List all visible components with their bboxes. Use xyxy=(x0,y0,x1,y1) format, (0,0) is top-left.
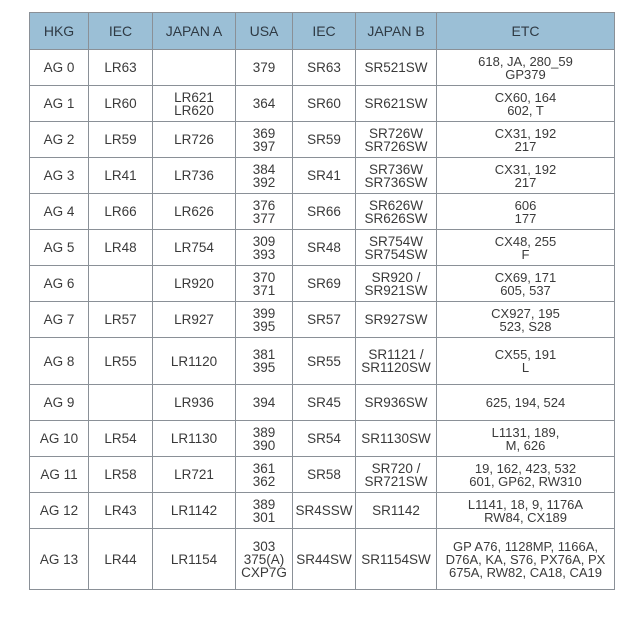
header-etc: ETC xyxy=(437,13,615,50)
cell-japan-a: LR626 xyxy=(153,194,236,230)
cell-iec: LR60 xyxy=(89,86,153,122)
table-row xyxy=(30,50,615,86)
cell-etc: CX69, 171 605, 537 xyxy=(437,266,615,302)
cell-japan-a: LR1142 xyxy=(153,493,236,529)
cell-etc: CX31, 192 217 xyxy=(437,158,615,194)
cell-iec-2: SR54 xyxy=(293,421,356,457)
cell-japan-b: SR754W SR754SW xyxy=(356,230,437,266)
header-iec: IEC xyxy=(89,13,153,50)
cell-etc: 19, 162, 423, 532 601, GP62, RW310 xyxy=(437,457,615,493)
cell-hkg: AG 0 xyxy=(30,50,89,86)
cell-hkg: AG 5 xyxy=(30,230,89,266)
table-row xyxy=(30,338,615,385)
cell-usa: 376 377 xyxy=(236,194,293,230)
cell-etc: CX48, 255 F xyxy=(437,230,615,266)
header-hkg: HKG xyxy=(30,13,89,50)
header-japan-a: JAPAN A xyxy=(153,13,236,50)
cell-iec-2: SR48 xyxy=(293,230,356,266)
cell-hkg: AG 3 xyxy=(30,158,89,194)
cell-etc: L1141, 18, 9, 1176A RW84, CX189 xyxy=(437,493,615,529)
cell-japan-a: LR721 xyxy=(153,457,236,493)
cell-japan-a xyxy=(153,50,236,86)
cell-usa: 384 392 xyxy=(236,158,293,194)
cell-hkg: AG 1 xyxy=(30,86,89,122)
cell-iec-2: SR63 xyxy=(293,50,356,86)
cell-etc: CX55, 191 L xyxy=(437,338,615,385)
cell-etc: L1131, 189, M, 626 xyxy=(437,421,615,457)
cell-iec-2: SR66 xyxy=(293,194,356,230)
cell-iec-2: SR45 xyxy=(293,385,356,421)
cell-iec: LR54 xyxy=(89,421,153,457)
cell-japan-a: LR920 xyxy=(153,266,236,302)
cell-hkg: AG 13 xyxy=(30,529,89,590)
cell-japan-b: SR1154SW xyxy=(356,529,437,590)
table-body xyxy=(30,50,615,590)
battery-cross-reference-table-container xyxy=(29,12,614,590)
table-row xyxy=(30,457,615,493)
cell-usa: 364 xyxy=(236,86,293,122)
cell-hkg: AG 2 xyxy=(30,122,89,158)
cell-japan-a: LR936 xyxy=(153,385,236,421)
table-row xyxy=(30,158,615,194)
cell-usa: 381 395 xyxy=(236,338,293,385)
cell-iec: LR58 xyxy=(89,457,153,493)
cell-iec: LR59 xyxy=(89,122,153,158)
cell-hkg: AG 12 xyxy=(30,493,89,529)
table-header xyxy=(30,13,615,50)
cell-hkg: AG 10 xyxy=(30,421,89,457)
cell-iec: LR66 xyxy=(89,194,153,230)
cell-japan-b: SR927SW xyxy=(356,302,437,338)
cell-japan-b: SR736W SR736SW xyxy=(356,158,437,194)
cell-etc: CX31, 192 217 xyxy=(437,122,615,158)
cell-usa: 361 362 xyxy=(236,457,293,493)
cell-usa: 303 375(A) CXP7G xyxy=(236,529,293,590)
table-row xyxy=(30,493,615,529)
cell-iec-2: SR69 xyxy=(293,266,356,302)
battery-cross-reference-table xyxy=(29,12,615,590)
cell-usa: 389 301 xyxy=(236,493,293,529)
cell-iec-2: SR41 xyxy=(293,158,356,194)
cell-iec: LR57 xyxy=(89,302,153,338)
cell-japan-b: SR1121 / SR1120SW xyxy=(356,338,437,385)
cell-etc: 625, 194, 524 xyxy=(437,385,615,421)
cell-iec-2: SR58 xyxy=(293,457,356,493)
cell-hkg: AG 7 xyxy=(30,302,89,338)
cell-etc: CX60, 164 602, T xyxy=(437,86,615,122)
cell-iec-2: SR57 xyxy=(293,302,356,338)
cell-japan-a: LR1120 xyxy=(153,338,236,385)
cell-japan-a: LR1130 xyxy=(153,421,236,457)
table-row xyxy=(30,86,615,122)
cell-iec-2: SR59 xyxy=(293,122,356,158)
cell-iec xyxy=(89,385,153,421)
cell-japan-b: SR521SW xyxy=(356,50,437,86)
table-row xyxy=(30,529,615,590)
cell-japan-b: SR920 / SR921SW xyxy=(356,266,437,302)
cell-japan-a: LR754 xyxy=(153,230,236,266)
cell-japan-a: LR736 xyxy=(153,158,236,194)
cell-iec-2: SR4SSW xyxy=(293,493,356,529)
cell-iec-2: SR55 xyxy=(293,338,356,385)
cell-japan-b: SR1130SW xyxy=(356,421,437,457)
cell-usa: 394 xyxy=(236,385,293,421)
cell-etc: GP A76, 1128MP, 1166A, D76A, KA, S76, PX76A, PX 675A, RW82, CA18, CA19 xyxy=(437,529,615,590)
header-usa: USA xyxy=(236,13,293,50)
cell-japan-a: LR726 xyxy=(153,122,236,158)
header-japan-b: JAPAN B xyxy=(356,13,437,50)
cell-japan-b: SR1142 xyxy=(356,493,437,529)
cell-usa: 379 xyxy=(236,50,293,86)
cell-etc: 618, JA, 280_59 GP379 xyxy=(437,50,615,86)
cell-iec xyxy=(89,266,153,302)
cell-usa: 370 371 xyxy=(236,266,293,302)
cell-etc: 606 177 xyxy=(437,194,615,230)
cell-usa: 399 395 xyxy=(236,302,293,338)
header-row xyxy=(30,13,615,50)
table-row xyxy=(30,266,615,302)
cell-hkg: AG 8 xyxy=(30,338,89,385)
cell-japan-b: SR621SW xyxy=(356,86,437,122)
header-iec-2: IEC xyxy=(293,13,356,50)
table-row xyxy=(30,421,615,457)
cell-hkg: AG 4 xyxy=(30,194,89,230)
cell-iec: LR55 xyxy=(89,338,153,385)
cell-japan-a: LR621 LR620 xyxy=(153,86,236,122)
cell-usa: 389 390 xyxy=(236,421,293,457)
cell-usa: 309 393 xyxy=(236,230,293,266)
cell-iec: LR63 xyxy=(89,50,153,86)
cell-iec-2: SR44SW xyxy=(293,529,356,590)
cell-japan-b: SR726W SR726SW xyxy=(356,122,437,158)
cell-iec-2: SR60 xyxy=(293,86,356,122)
cell-japan-b: SR626W SR626SW xyxy=(356,194,437,230)
cell-iec: LR41 xyxy=(89,158,153,194)
table-row xyxy=(30,302,615,338)
cell-japan-a: LR927 xyxy=(153,302,236,338)
cell-hkg: AG 11 xyxy=(30,457,89,493)
cell-japan-b: SR936SW xyxy=(356,385,437,421)
table-row xyxy=(30,194,615,230)
cell-iec: LR44 xyxy=(89,529,153,590)
cell-usa: 369 397 xyxy=(236,122,293,158)
cell-hkg: AG 6 xyxy=(30,266,89,302)
table-row xyxy=(30,230,615,266)
cell-japan-a: LR1154 xyxy=(153,529,236,590)
cell-iec: LR43 xyxy=(89,493,153,529)
cell-hkg: AG 9 xyxy=(30,385,89,421)
cell-etc: CX927, 195 523, S28 xyxy=(437,302,615,338)
cell-japan-b: SR720 / SR721SW xyxy=(356,457,437,493)
cell-iec: LR48 xyxy=(89,230,153,266)
table-row xyxy=(30,122,615,158)
table-row xyxy=(30,385,615,421)
